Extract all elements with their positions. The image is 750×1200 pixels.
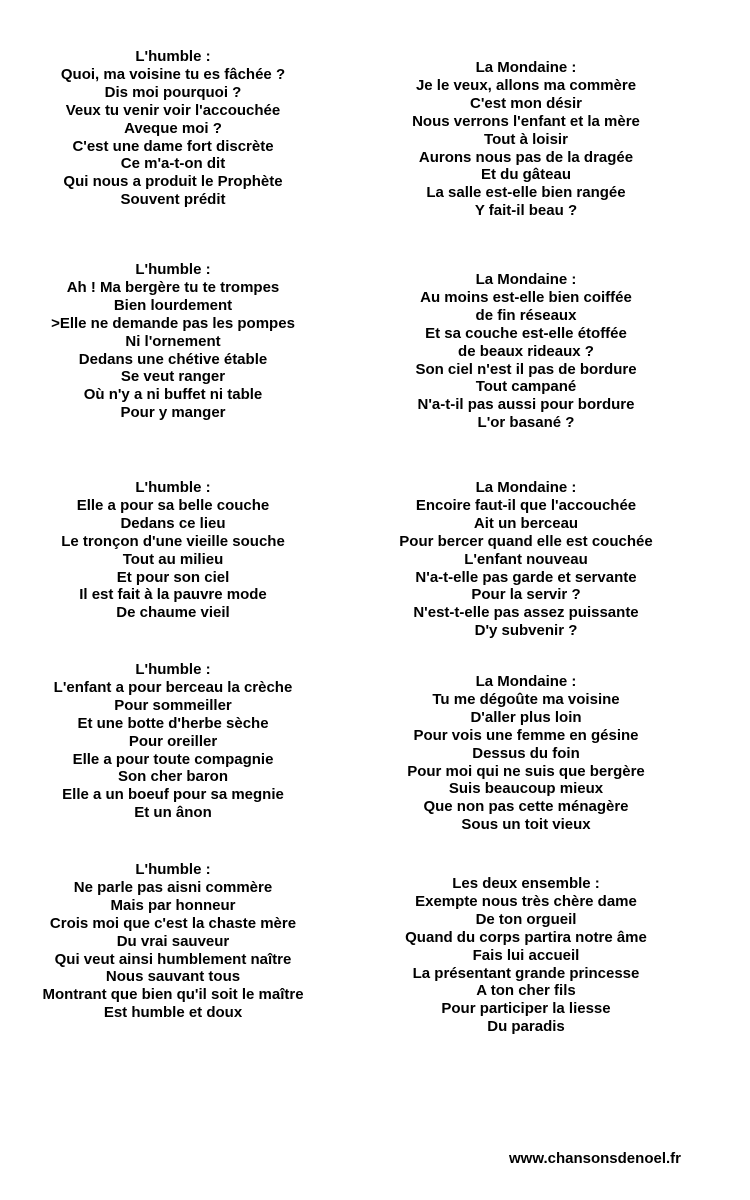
speaker: La Mondaine : (475, 271, 577, 288)
speaker: La Mondaine : (475, 479, 577, 496)
verse-line: Quoi, ma voisine tu es fâchée ? (60, 65, 286, 83)
speaker: L'humble : (135, 479, 211, 496)
verse-line: Le tronçon d'une vieille souche (61, 532, 285, 550)
verse-line: L'enfant nouveau (464, 550, 588, 568)
verse-line: Encoire faut-il que l'accouchée (415, 496, 637, 514)
verse-line: Et du gâteau (480, 166, 571, 184)
verse-line: Ah ! Ma bergère tu te trompes (66, 278, 280, 296)
verse-line: Et pour son ciel (116, 568, 230, 586)
verse-line: Pour bercer quand elle est couchée (399, 532, 653, 550)
verse-line: Bien lourdement (113, 296, 233, 314)
verse-line: Dedans une chétive étable (78, 350, 268, 368)
verse-line: Tout au milieu (122, 550, 224, 568)
website-url: www.chansonsdenoel.fr (509, 1150, 681, 1167)
verse-line: Du vrai sauveur (116, 932, 230, 950)
verse-line: Et sa couche est-elle étoffée (425, 324, 627, 342)
verse-line: Aurons nous pas de la dragée (418, 148, 634, 166)
verse-line: Tout à loisir (484, 130, 568, 148)
stanza-10 (366, 875, 686, 1036)
speaker: L'humble : (135, 861, 211, 878)
verse-line: D'aller plus loin (470, 708, 582, 726)
verse-line: C'est mon désir (470, 94, 582, 112)
verse-line: Quand du corps partira notre âme (405, 928, 647, 946)
verse-line: Tout campané (475, 378, 577, 396)
verse-line: Du paradis (487, 1018, 565, 1036)
verse-line: Son cher baron (117, 768, 229, 786)
verse-line: Dedans ce lieu (120, 514, 226, 532)
verse-line: Pour sommeiller (114, 696, 232, 714)
verse-line: D'y subvenir ? (474, 622, 578, 640)
verse-line: A ton cher fils (476, 982, 576, 1000)
verse-line: De ton orgueil (475, 910, 577, 928)
verse-line: N'a-t-il pas aussi pour bordure (417, 396, 635, 414)
verse-line: Que non pas cette ménagère (423, 798, 629, 816)
verse-line: Tu me dégoûte ma voisine (432, 690, 620, 708)
verse-line: L'or basané ? (477, 414, 575, 432)
speaker: L'humble : (135, 48, 211, 65)
verse-line: Je le veux, allons ma commère (415, 76, 637, 94)
verse-line: Elle a pour sa belle couche (76, 496, 270, 514)
verse-line: Elle a pour toute compagnie (72, 750, 274, 768)
verse-line: Nous verrons l'enfant et la mère (412, 112, 640, 130)
verse-line: Et une botte d'herbe sèche (77, 714, 269, 732)
verse-line: Ni l'ornement (125, 332, 221, 350)
verse-line: Ce m'a-t-on dit (120, 155, 226, 173)
verse-line: Au moins est-elle bien coiffée (420, 288, 632, 306)
verse-line: La présentant grande princesse (412, 964, 640, 982)
verse-line: Souvent prédit (120, 191, 226, 209)
verse-line: de beaux rideaux ? (458, 342, 594, 360)
verse-line: De chaume vieil (116, 604, 230, 622)
verse-line: L'enfant a pour berceau la crèche (53, 678, 293, 696)
verse-line: de fin réseaux (475, 306, 577, 324)
verse-line: Pour vois une femme en gésine (413, 726, 639, 744)
speaker: La Mondaine : (475, 673, 577, 690)
verse-line: Où n'y a ni buffet ni table (83, 386, 263, 404)
verse-line: Ne parle pas aisni commère (73, 878, 273, 896)
stanza-8 (366, 673, 686, 834)
verse-line: Pour y manger (120, 404, 226, 422)
verse-line: Veux tu venir voir l'accouchée (65, 101, 281, 119)
speaker: L'humble : (135, 261, 211, 278)
verse-line: C'est une dame fort discrète (72, 137, 274, 155)
verse-line: Dis moi pourquoi ? (104, 83, 242, 101)
verse-line: Son ciel n'est il pas de bordure (415, 360, 637, 378)
verse-line: Suis beaucoup mieux (448, 780, 604, 798)
verse-line: N'a-t-elle pas garde et servante (415, 568, 637, 586)
verse-line: Ait un berceau (473, 514, 579, 532)
stanza-3 (18, 261, 328, 422)
stanza-1 (18, 48, 328, 209)
stanza-4 (366, 271, 686, 432)
verse-line: Dessus du foin (472, 744, 580, 762)
verse-line: Montrant que bien qu'il soit le maître (42, 986, 304, 1004)
verse-line: Pour oreiller (128, 732, 218, 750)
verse-line: Pour participer la liesse (441, 1000, 611, 1018)
verse-line: Est humble et doux (103, 1004, 243, 1022)
verse-line: Qui nous a produit le Prophète (63, 173, 283, 191)
stanza-9 (18, 861, 328, 1022)
verse-line: Pour la servir ? (471, 586, 581, 604)
verse-line: Pour moi qui ne suis que bergère (407, 762, 645, 780)
verse-line: Elle a un boeuf pour sa megnie (62, 786, 284, 804)
speaker: Les deux ensemble : (452, 875, 600, 892)
verse-line: Se veut ranger (120, 368, 226, 386)
stanza-6 (366, 479, 686, 640)
verse-line: Aveque moi ? (124, 119, 222, 137)
speaker: La Mondaine : (475, 59, 577, 76)
verse-line: Exempte nous très chère dame (415, 892, 637, 910)
verse-line: Nous sauvant tous (105, 968, 241, 986)
verse-line: >Elle ne demande pas les pompes (51, 314, 295, 332)
verse-line: Sous un toit vieux (461, 816, 591, 834)
verse-line: N'est-t-elle pas assez puissante (413, 604, 639, 622)
stanza-7 (18, 661, 328, 822)
verse-line: Y fait-il beau ? (474, 202, 578, 220)
verse-line: Fais lui accueil (472, 946, 580, 964)
stanza-2 (366, 59, 686, 220)
verse-line: Et un ânon (134, 804, 212, 822)
verse-line: Il est fait à la pauvre mode (79, 586, 267, 604)
verse-line: Mais par honneur (110, 896, 236, 914)
verse-line: Crois moi que c'est la chaste mère (49, 914, 297, 932)
stanza-5 (18, 479, 328, 622)
verse-line: La salle est-elle bien rangée (426, 184, 626, 202)
speaker: L'humble : (135, 661, 211, 678)
verse-line: Qui veut ainsi humblement naître (54, 950, 292, 968)
